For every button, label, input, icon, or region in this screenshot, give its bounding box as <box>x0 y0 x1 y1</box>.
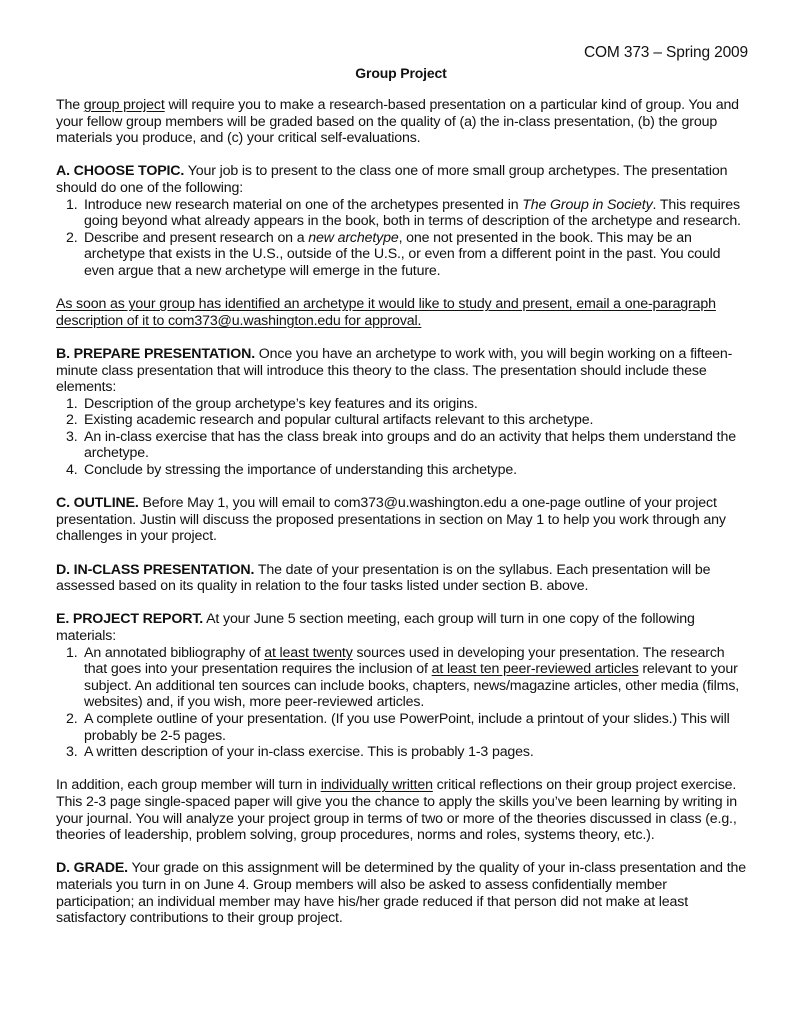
item-text: An in-class exercise that has the class break into groups and do an activity that helps them understand the archetype. <box>84 428 736 462</box>
item-text-rest: . This requires going beyond what already appears in the book, both in terms of description of the archetype and research. <box>84 196 741 230</box>
section-a-intro <box>56 163 746 196</box>
intro-text-rest: will require you to make a research-based presentation on a particular kind of group. You and your fellow group members will be graded based on the quality of (a) the in-class presentation, (b) the group materials you produce, and (c) your critical self-evaluations. <box>56 97 739 147</box>
section-choose-topic <box>56 163 746 279</box>
section-e-body: At your June 5 section meeting, each group will turn in one copy of the following materials: <box>56 611 695 644</box>
list-number: 3. <box>66 428 78 445</box>
section-c-body: Before May 1, you will email to com373@u.washington.edu a one-page outline of your project presentation. Justin will discuss the proposed presentations in section on May 1 to help you work through any challenges in your project. <box>56 495 726 545</box>
group-project-underline: group project <box>83 97 165 113</box>
list-item <box>56 744 746 761</box>
document-title: Group Project <box>355 65 447 81</box>
section-e-heading: E. PROJECT REPORT. <box>56 611 204 628</box>
section-in-class-presentation <box>56 562 746 595</box>
section-grade-body: Your grade on this assignment will be determined by the quality of your in-class presentation and the materials you turn in on June 4. Group members will also be asked to assess confidentially member participation; an individual member may have his/her grade reduced if that person did not make at least satisfactory contributions to their group project. <box>56 860 746 927</box>
list-item <box>56 711 746 744</box>
section-c-heading: C. OUTLINE. <box>56 495 139 512</box>
reflection-text: In addition, each group member will turn in <box>56 777 321 794</box>
section-a-heading: A. CHOOSE TOPIC. <box>56 163 185 180</box>
book-title: The Group in Society <box>522 196 653 213</box>
emphasis-new-archetype: new archetype <box>308 229 399 246</box>
list-item <box>56 396 746 413</box>
list-item <box>56 429 746 462</box>
section-e-list <box>56 645 746 761</box>
item-text: Describe and present research on a <box>84 229 309 246</box>
item-text: Description of the group archetype’s key features and its origins. <box>84 395 478 412</box>
course-label: COM 373 – Spring 2009 <box>583 44 748 61</box>
section-b-heading: B. PREPARE PRESENTATION. <box>56 345 255 362</box>
section-prepare-presentation <box>56 346 746 479</box>
item-text-rest: relevant to your subject. An additional ten sources can include books, chapters, news/magazine articles, other media (films, websites) and, if you wish, more peer-reviewed articles. <box>84 661 740 711</box>
intro-paragraph <box>56 97 746 147</box>
reflection-text-rest: critical reflections on their group project exercise. This 2-3 page single-spaced paper will give you the chance to apply the skills you’ve been learning by writing in your journal. You will analyze your project group in terms of two or more of the theories discussed in class (e.g., theories of leadership, problem solving, group procedures, norms and roles, systems theory, etc.). <box>56 777 738 844</box>
section-b-list <box>56 396 746 479</box>
section-d-heading: D. IN-CLASS PRESENTATION. <box>56 561 255 578</box>
list-number: 4. <box>66 462 78 479</box>
item-text: Conclude by stressing the importance of understanding this archetype. <box>84 462 517 479</box>
list-item <box>56 462 746 479</box>
list-number: 3. <box>66 744 78 761</box>
list-item <box>56 412 746 429</box>
intro-text: The <box>56 97 84 113</box>
list-item <box>56 645 746 711</box>
document-page <box>56 44 746 943</box>
section-grade-heading: D. GRADE. <box>56 860 128 877</box>
list-number: 2. <box>66 229 78 246</box>
section-project-report <box>56 611 746 760</box>
reflection-paragraph <box>56 777 746 843</box>
item-text-rest: , one not presented in the book. This may be an archetype that exists in the U.S., outside of the U.S., or even from a different point in the past. You could even argue that a new archetype will emerge in the future. <box>84 229 721 279</box>
section-e-intro <box>56 611 746 644</box>
list-item <box>56 197 746 230</box>
list-number: 1. <box>66 644 78 661</box>
item-text: An annotated bibliography of <box>84 644 265 661</box>
section-a-list <box>56 197 746 280</box>
list-number: 1. <box>66 196 78 213</box>
section-a-body: Your job is to present to the class one of more small group archetypes. The presentation should do one of the following: <box>56 163 728 196</box>
peer-reviewed-underline: at least ten peer-reviewed articles <box>431 661 639 678</box>
approval-note: As soon as your group has identified an archetype it would like to study and present, email a one-paragraph description of it to com373@u.washington.edu for approval. <box>56 296 716 329</box>
section-d-body: The date of your presentation is on the syllabus. Each presentation will be assessed based on its quality in relation to the four tasks listed under section B. above. <box>56 561 711 595</box>
item-text: A complete outline of your presentation. (If you use PowerPoint, include a printout of your slides.) This will probably be 2-5 pages. <box>84 710 730 744</box>
item-text: A written description of your in-class exercise. This is probably 1-3 pages. <box>84 744 534 761</box>
list-number: 1. <box>66 395 78 412</box>
section-grade <box>56 860 746 926</box>
section-b-body: Once you have an archetype to work with, you will begin working on a fifteen-minute class presentation that will introduce this theory to the class. The presentation should include these elements: <box>56 345 733 396</box>
item-text: Existing academic research and popular cultural artifacts relevant to this archetype. <box>84 412 594 429</box>
list-item <box>56 230 746 280</box>
individually-written-underline: individually written <box>320 777 433 794</box>
item-text-mid: sources used in developing your presentation. The research that goes into your presentation requires the inclusion of <box>84 644 725 678</box>
list-number: 2. <box>66 412 78 429</box>
section-outline <box>56 495 746 545</box>
list-number: 2. <box>66 710 78 727</box>
section-b-intro <box>56 346 746 396</box>
item-text: Introduce new research material on one of the archetypes presented in <box>84 196 523 213</box>
at-least-twenty-underline: at least twenty <box>264 644 353 661</box>
